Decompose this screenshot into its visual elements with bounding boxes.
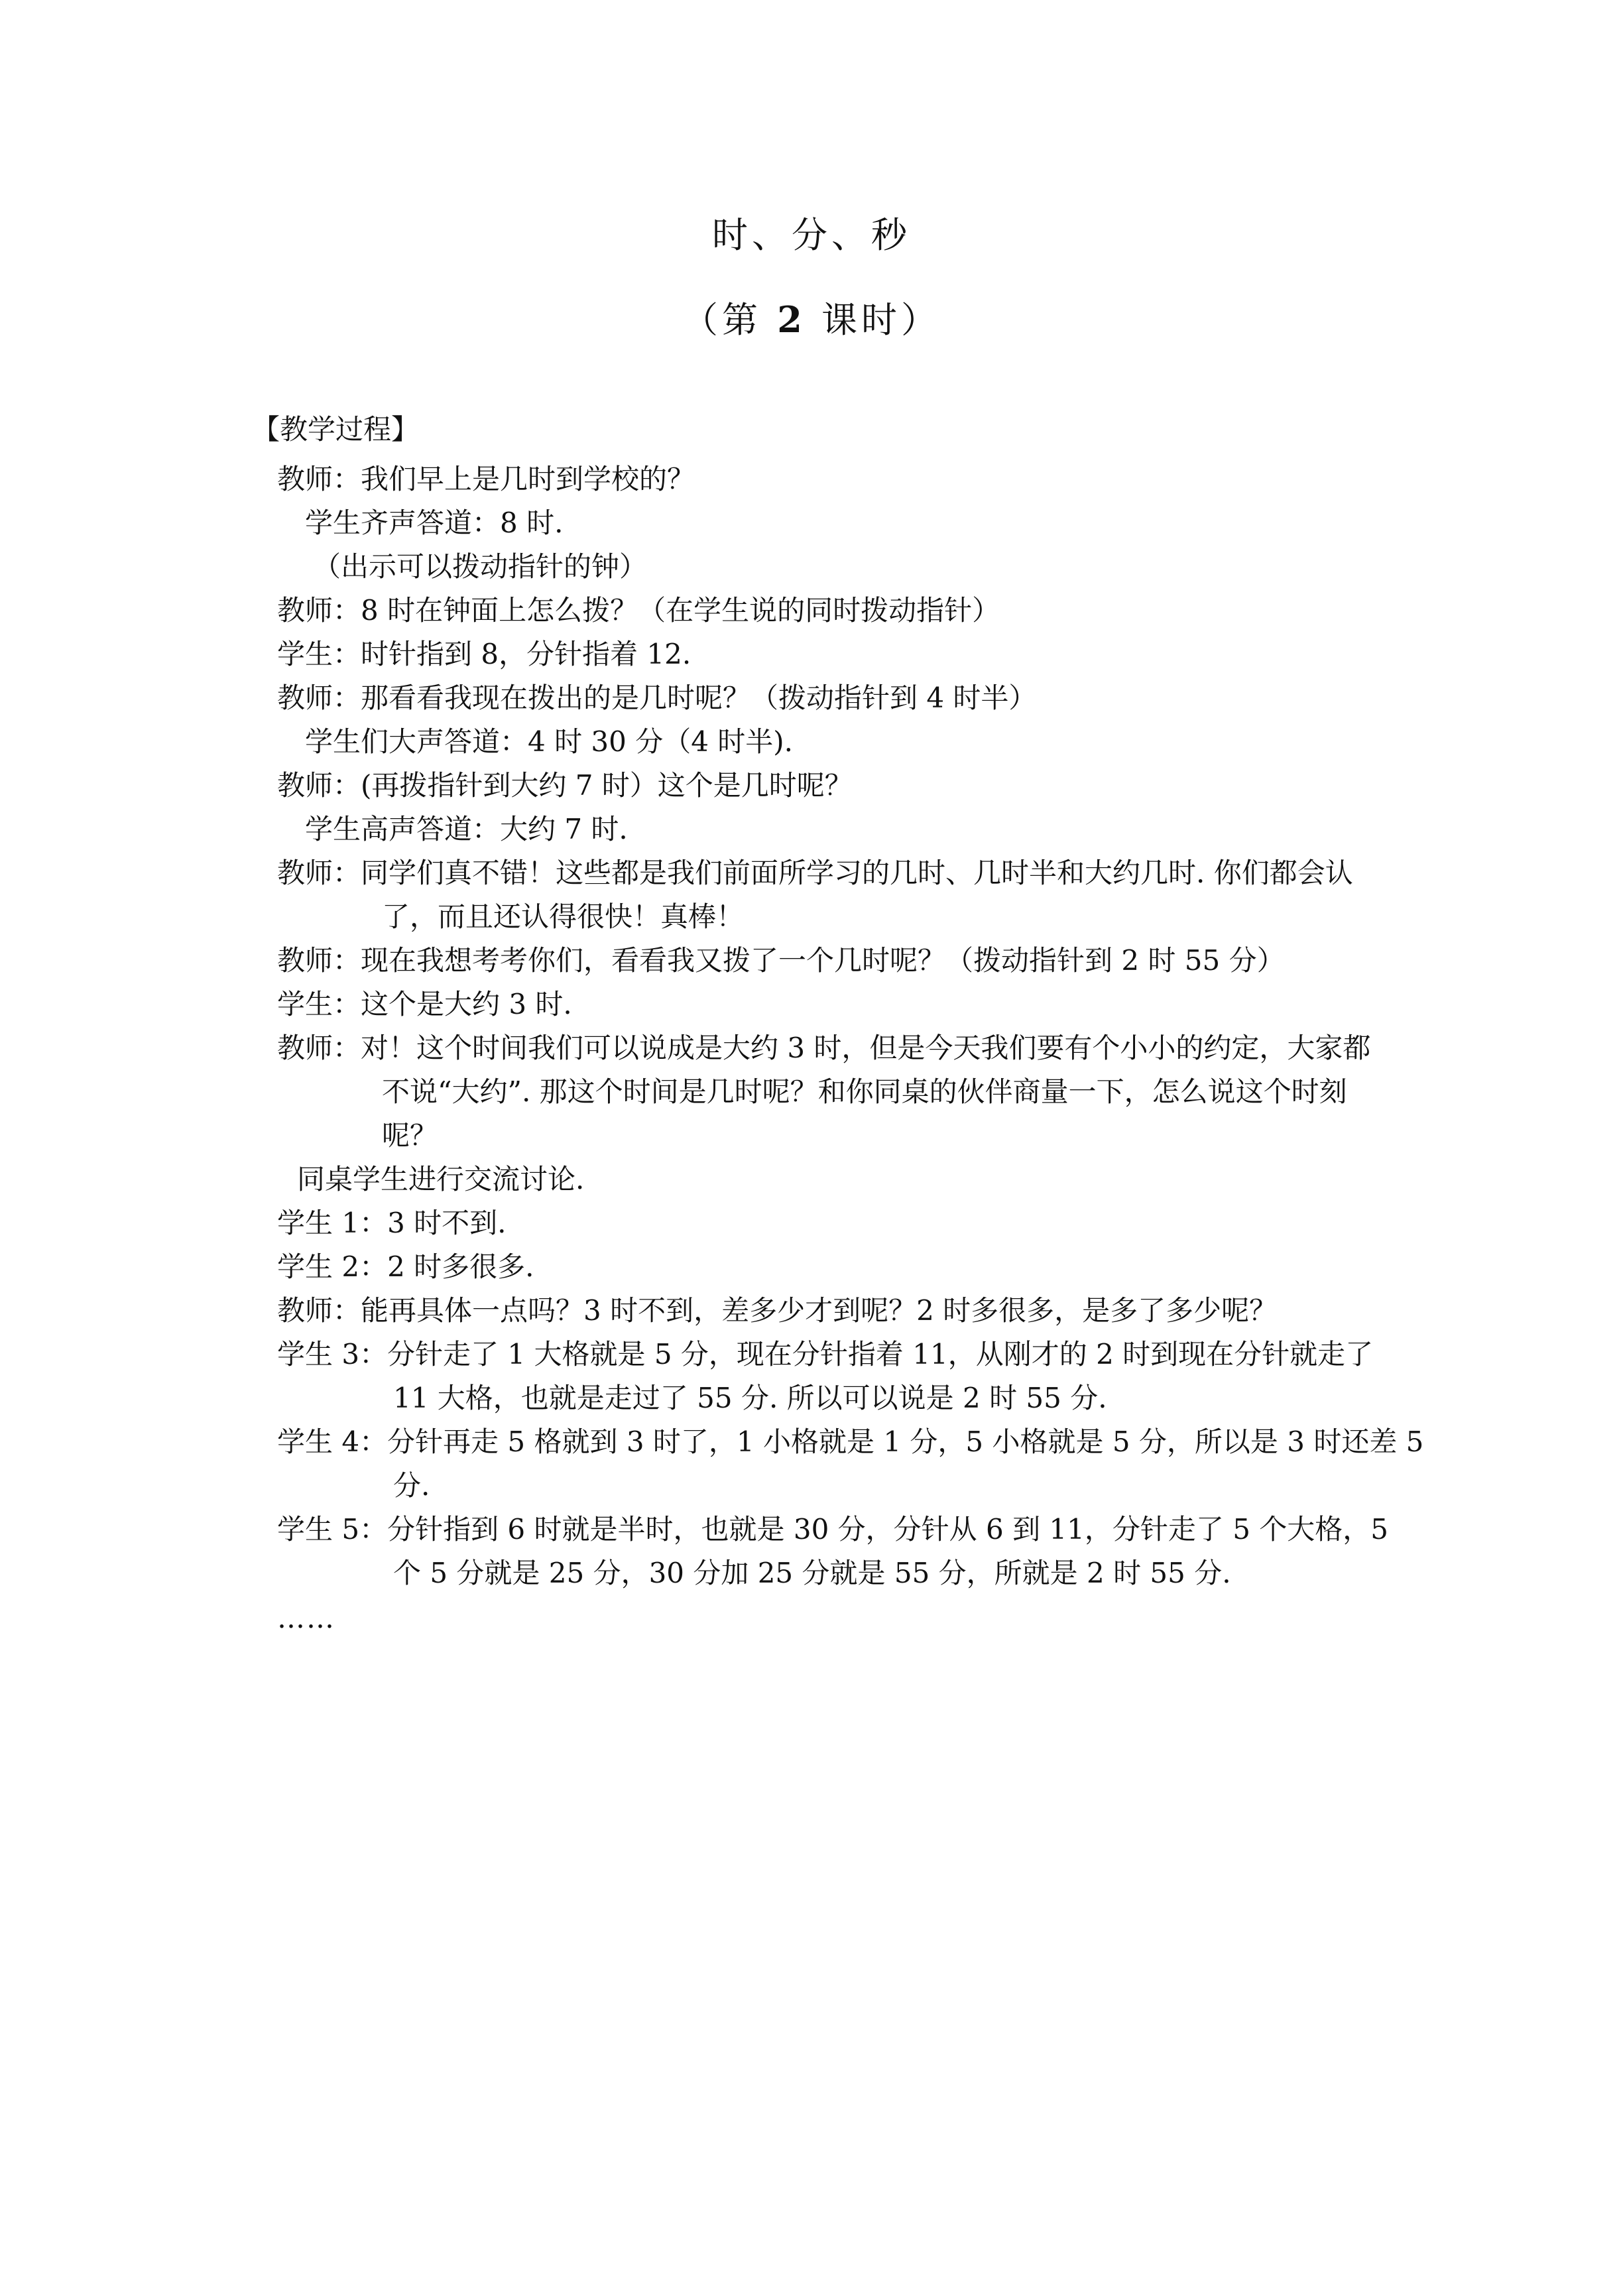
line-text: 学生 5：分针指到 6 时就是半时，也就是 30 分，分针从 6 到 11，分针走了 5 个大格，5 xyxy=(277,1513,1389,1545)
line-continuation: 分. xyxy=(393,1469,430,1502)
dialogue-line xyxy=(277,633,1391,676)
dialogue-line xyxy=(277,720,1391,764)
line-continuation: 呢？ xyxy=(382,1119,438,1152)
line-text: 教师：那看看我现在拨出的是几时呢？（拨动指针到 4 时半） xyxy=(277,682,1037,714)
dialogue-line xyxy=(277,1333,1391,1420)
dialogue-line xyxy=(277,983,1391,1026)
line-text: 学生高声答道：大约 7 时. xyxy=(305,813,628,845)
dialogue-line xyxy=(277,851,1391,939)
line-text: 教师：8 时在钟面上怎么拨？（在学生说的同时拨动指针） xyxy=(277,594,1000,627)
line-text: 教师：(再拨指针到大约 7 时）这个是几时呢？ xyxy=(277,769,853,802)
lesson-subtitle xyxy=(0,298,1623,341)
dialogue-line xyxy=(277,589,1391,633)
line-continuation: 不说“大约”. 那这个时间是几时呢？和你同桌的伙伴商量一下，怎么说这个时刻 xyxy=(382,1075,1347,1108)
line-continuation: 11 大格，也就是走过了 55 分. 所以可以说是 2 时 55 分. xyxy=(393,1382,1107,1414)
dialogue-line xyxy=(277,501,1391,545)
page-title: 时、分、秒 xyxy=(712,214,911,256)
dialogue-line xyxy=(277,676,1391,720)
dialogue-line xyxy=(277,1289,1391,1333)
line-text: 教师：同学们真不错！这些都是我们前面所学习的几时、几时半和大约几时. 你们都会认 xyxy=(277,857,1353,889)
line-text: 学生 3：分针走了 1 大格就是 5 分，现在分针指着 11，从刚才的 2 时到现在分针就走了 xyxy=(277,1338,1374,1370)
dialogue-line xyxy=(277,545,1391,589)
line-text: 教师：现在我想考考你们，看看我又拨了一个几时呢？（拨动指针到 2 时 55 分） xyxy=(277,944,1285,977)
line-text: 学生们大声答道：4 时 30 分（4 时半). xyxy=(305,725,794,758)
dialogue-line xyxy=(277,764,1391,808)
subtitle-lesson-number: 2 xyxy=(777,298,806,341)
ellipsis-continuation: …… xyxy=(277,1602,335,1634)
dialogue-line xyxy=(277,1508,1391,1595)
line-continuation: 个 5 分就是 25 分，30 分加 25 分就是 55 分，所就是 2 时 55 分. xyxy=(393,1557,1231,1589)
subtitle-open: （第 xyxy=(682,299,778,341)
line-text: 学生齐声答道：8 时. xyxy=(305,507,564,539)
line-continuation: 了，而且还认得很快！真棒！ xyxy=(382,900,745,933)
line-text: 学生：这个是大约 3 时. xyxy=(277,988,572,1020)
line-text: 教师：能再具体一点吗？3 时不到，差多少才到呢？2 时多很多，是多了多少呢？ xyxy=(277,1294,1278,1327)
dialogue-line xyxy=(277,457,1391,501)
line-text: 教师：对！这个时间我们可以说成是大约 3 时，但是今天我们要有个小小的约定，大家都 xyxy=(277,1032,1371,1064)
line-text: 学生：时针指到 8，分针指着 12. xyxy=(277,638,691,670)
section-heading: 【教学过程】 xyxy=(252,413,420,446)
line-text: 教师：我们早上是几时到学校的？ xyxy=(277,463,695,495)
line-text: 学生 1：3 时不到. xyxy=(277,1207,507,1239)
dialogue-line xyxy=(277,1158,1391,1201)
dialogue-line xyxy=(277,939,1391,983)
line-text: （出示可以拨动指针的钟） xyxy=(313,550,648,583)
dialogue-line xyxy=(277,808,1391,851)
dialogue-line xyxy=(277,1201,1391,1245)
line-text: 同桌学生进行交流讨论. xyxy=(297,1163,585,1195)
dialogue-line xyxy=(277,1420,1424,1508)
line-text: 学生 2：2 时多很多. xyxy=(277,1250,534,1283)
dialogue-line xyxy=(277,1026,1391,1158)
dialogue-line xyxy=(277,1245,1391,1289)
dialogue-body xyxy=(277,457,1424,1595)
subtitle-close: 课时） xyxy=(806,299,941,341)
line-text: 学生 4：分针再走 5 格就到 3 时了，1 小格就是 1 分，5 小格就是 5 分，所以是 3 时还差 5 xyxy=(277,1425,1424,1458)
